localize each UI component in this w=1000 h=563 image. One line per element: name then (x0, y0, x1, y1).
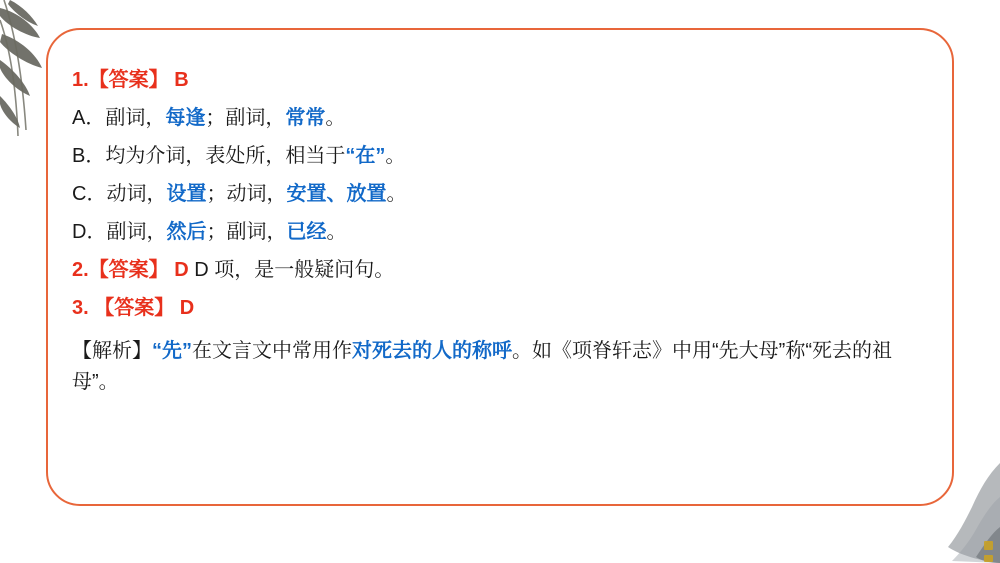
text-segment: 在文言文中常用作 (192, 340, 352, 362)
text-segment: 对死去的人的称呼 (352, 340, 512, 362)
text-segment: 。 (385, 145, 406, 167)
answer-line-q1 (72, 70, 918, 90)
text-segment: 1. (72, 69, 89, 91)
text-segment: 【解析】 (72, 340, 152, 362)
answer-line-option-d (72, 222, 918, 242)
text-segment: 。 (325, 107, 346, 129)
answer-line-option-a (72, 108, 918, 128)
text-segment: ；动词， (206, 183, 287, 205)
text-segment: 。如《项脊轩志》中用“先大母”称“死去的祖母”。 (72, 340, 892, 393)
text-segment: 常常 (285, 107, 326, 129)
text-segment: 。 (326, 221, 347, 243)
answer-card (46, 28, 954, 506)
text-segment: 每逢 (165, 107, 206, 129)
text-segment: 安置、放置 (286, 183, 387, 205)
text-segment: 已经 (286, 221, 327, 243)
text-segment: 2. (72, 259, 89, 281)
text-segment: 【答案】 (88, 297, 175, 319)
answer-line-q3 (72, 298, 918, 318)
text-segment: C．动词， (72, 183, 167, 205)
text-segment: 【答案】 (88, 69, 169, 91)
text-segment: 3. (72, 297, 89, 319)
text-segment: ；副词， (206, 221, 287, 243)
text-segment: “在” (345, 145, 386, 167)
answer-line-option-b (72, 146, 918, 166)
answer-line-q2 (72, 260, 918, 280)
text-segment: D (168, 259, 189, 281)
text-segment: 【答案】 (88, 259, 169, 281)
answer-card-body (48, 30, 952, 398)
text-segment: B．均为介词，表处所，相当于 (72, 145, 346, 167)
text-segment: 设置 (166, 183, 207, 205)
text-segment: B (168, 69, 189, 91)
answer-analysis-q3 (72, 336, 918, 398)
text-segment: “先” (152, 340, 192, 362)
text-segment: D 项，是一般疑问句。 (188, 259, 395, 281)
answer-line-option-c (72, 184, 918, 204)
text-segment: D．副词， (72, 221, 167, 243)
text-segment: A．副词， (72, 107, 166, 129)
text-segment: 。 (386, 183, 407, 205)
text-segment: D (174, 297, 195, 319)
text-segment: 然后 (166, 221, 207, 243)
text-segment: ；副词， (205, 107, 286, 129)
